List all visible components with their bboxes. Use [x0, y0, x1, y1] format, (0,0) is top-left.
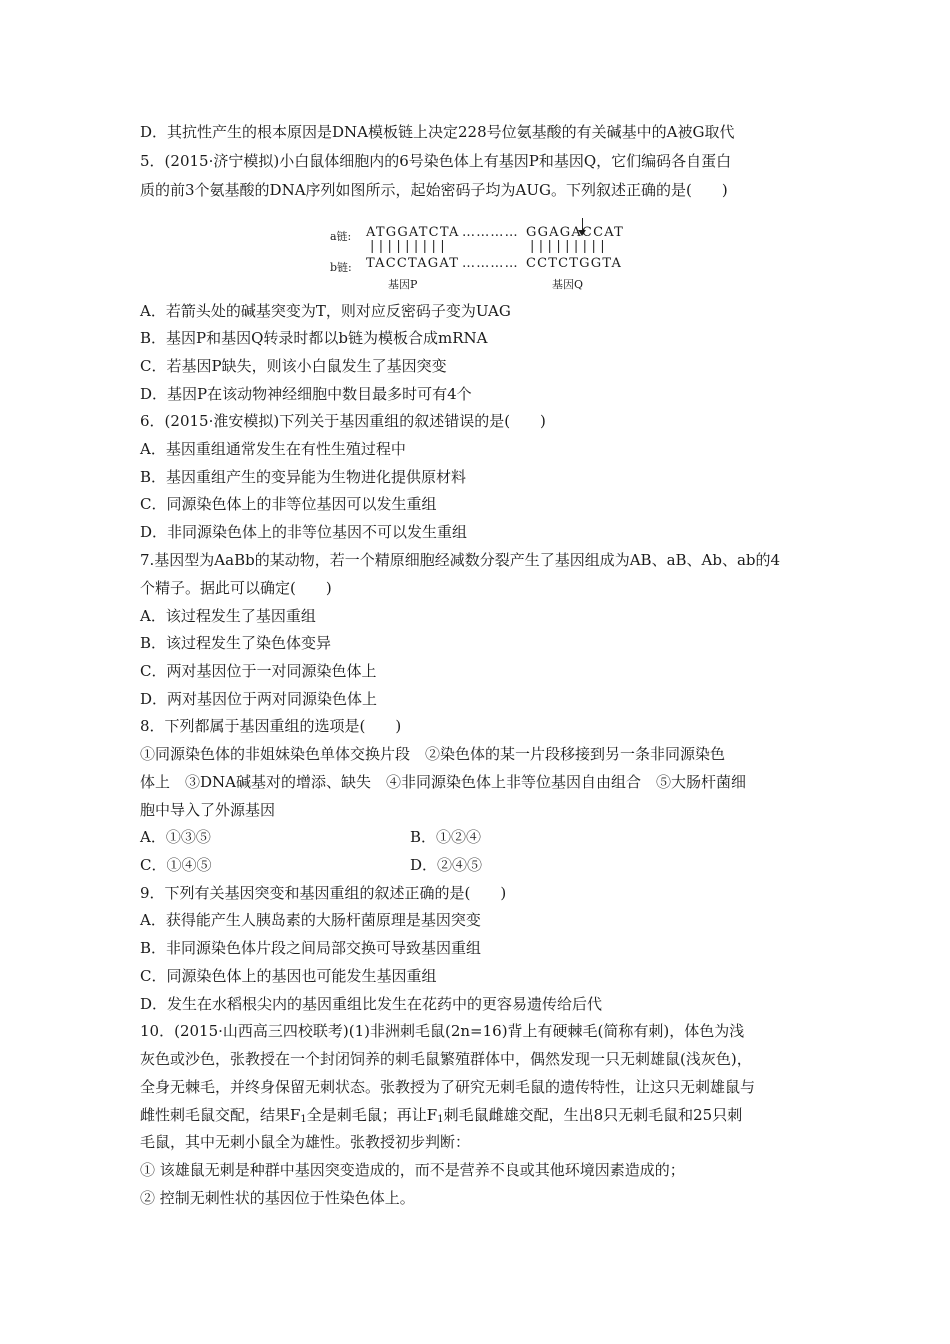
dna-sequence-diagram: [330, 218, 630, 296]
a-strand-gene-q-sequence: GGAGACCAT: [526, 225, 624, 240]
question-8-items-line-2: 体上 ③DNA碱基对的增添、缺失 ④非同源染色体上非等位基因自由组合 ⑤大肠杆菌细: [140, 773, 746, 791]
question-10-line-3: 全身无棘毛，并终身保留无刺状态。张教授为了研究无刺毛鼠的遗传特性，让这只无刺雄鼠与: [140, 1078, 756, 1096]
question-5-stem-line-2: 质的前3个氨基酸的DNA序列如图所示，起始密码子均为AUG。下列叙述正确的是( ): [140, 181, 728, 199]
question-5-stem-line-1: 5．(2015·济宁模拟)小白鼠体细胞内的6号染色体上有基因P和基因Q，它们编码各自蛋白: [140, 152, 732, 170]
question-6-stem: 6．(2015·淮安模拟)下列关于基因重组的叙述错误的是( ): [140, 412, 546, 430]
f1-subscript: 1: [300, 1114, 307, 1125]
question-5-option-c: C．若基因P缺失，则该小白鼠发生了基因突变: [140, 357, 447, 375]
question-10-line-4: [140, 1105, 820, 1130]
question-9-stem: 9．下列有关基因突变和基因重组的叙述正确的是( ): [140, 884, 507, 902]
question-10-judgment-1: ① 该雄鼠无刺是种群中基因突变造成的，而不是营养不良或其他环境因素造成的；: [140, 1161, 685, 1179]
question-8-stem: 8．下列都属于基因重组的选项是( ): [140, 717, 402, 735]
question-7-option-b: B．该过程发生了染色体变异: [140, 634, 332, 652]
gene-q-label: 基因Q: [552, 278, 584, 291]
question-8-option-a: A．①③⑤: [140, 828, 211, 846]
question-8-option-b: B．①②④: [410, 828, 482, 846]
question-10-line-5: 毛鼠，其中无刺小鼠全为雄性。张教授初步判断：: [140, 1133, 471, 1151]
gene-p-base-pair-bonds: |||||||||: [370, 239, 450, 254]
question-5-option-d: D．基因P在该动物神经细胞中数目最多时可有4个: [140, 385, 472, 403]
question-6-option-c: C．同源染色体上的非等位基因可以发生重组: [140, 495, 437, 513]
question-8-items-line-1: ①同源染色体的非姐妹染色单体交换片段 ②染色体的某一片段移接到另一条非同源染色: [140, 745, 726, 763]
question-8-items-line-3: 胞中导入了外源基因: [140, 801, 276, 819]
question-10-line-2: 灰色或沙色，张教授在一个封闭饲养的刺毛鼠繁殖群体中，偶然发现一只无刺雄鼠(浅灰色)，: [140, 1050, 752, 1068]
question-7-option-a: A．该过程发生了基因重组: [140, 607, 316, 625]
question-9-option-c: C．同源染色体上的基因也可能发生基因重组: [140, 967, 437, 985]
question-6-option-a: A．基因重组通常发生在有性生殖过程中: [140, 440, 406, 458]
question-7-option-d: D．两对基因位于两对同源染色体上: [140, 690, 378, 708]
question-7-option-c: C．两对基因位于一对同源染色体上: [140, 662, 377, 680]
question-10-judgment-2: ② 控制无刺性状的基因位于性染色体上。: [140, 1189, 415, 1207]
question-9-option-a: A．获得能产生人胰岛素的大肠杆菌原理是基因突变: [140, 911, 481, 929]
question-4-option-d: D．其抗性产生的根本原因是DNA模板链上决定228号位氨基酸的有关碱基中的A被G取代: [140, 123, 735, 141]
question-9-option-b: B．非同源染色体片段之间局部交换可导致基因重组: [140, 939, 482, 957]
question-10-line-1: 10．(2015·山西高三四校联考)(1)非洲刺毛鼠(2n=16)背上有硬棘毛(简称有刺)，体色为浅: [140, 1022, 745, 1040]
line-4-part-2: 全是刺毛鼠；再让F: [306, 1106, 438, 1124]
question-9-option-d: D．发生在水稻根尖内的基因重组比发生在花药中的更容易遗传给后代: [140, 995, 603, 1013]
f1-subscript-2: 1: [437, 1114, 444, 1125]
a-strand-gene-p-sequence: ATGGATCTA: [366, 225, 460, 240]
question-8-option-d: D．②④⑤: [410, 856, 483, 874]
question-6-option-b: B．基因重组产生的变异能为生物进化提供原材料: [140, 468, 467, 486]
line-4-part-3: 刺毛鼠雌雄交配，生出8只无刺毛鼠和25只刺: [443, 1106, 743, 1124]
gene-p-label: 基因P: [388, 278, 418, 291]
line-4-part-1: 雌性刺毛鼠交配，结果F: [140, 1106, 301, 1124]
question-5-option-b: B．基因P和基因Q转录时都以b链为模板合成mRNA: [140, 329, 488, 347]
question-6-option-d: D．非同源染色体上的非等位基因不可以发生重组: [140, 523, 468, 541]
b-strand-gene-p-sequence: TACCTAGAT: [366, 256, 460, 271]
gene-q-base-pair-bonds: |||||||||: [530, 239, 610, 254]
b-strand-gene-q-sequence: CCTCTGGTA: [526, 256, 623, 271]
question-7-stem-line-2: 个精子。据此可以确定( ): [140, 579, 332, 597]
a-strand-label: a链:: [330, 230, 352, 243]
a-strand-dots: …………: [462, 225, 519, 240]
question-8-option-c: C．①④⑤: [140, 856, 212, 874]
question-7-stem-line-1: 7.基因型为AaBb的某动物，若一个精原细胞经减数分裂产生了基因组成为AB、aB、Ab、ab的4: [140, 551, 781, 569]
b-strand-dots: …………: [462, 256, 519, 271]
b-strand-label: b链:: [330, 261, 352, 274]
question-5-option-a: A．若箭头处的碱基突变为T，则对应反密码子变为UAG: [140, 302, 511, 320]
